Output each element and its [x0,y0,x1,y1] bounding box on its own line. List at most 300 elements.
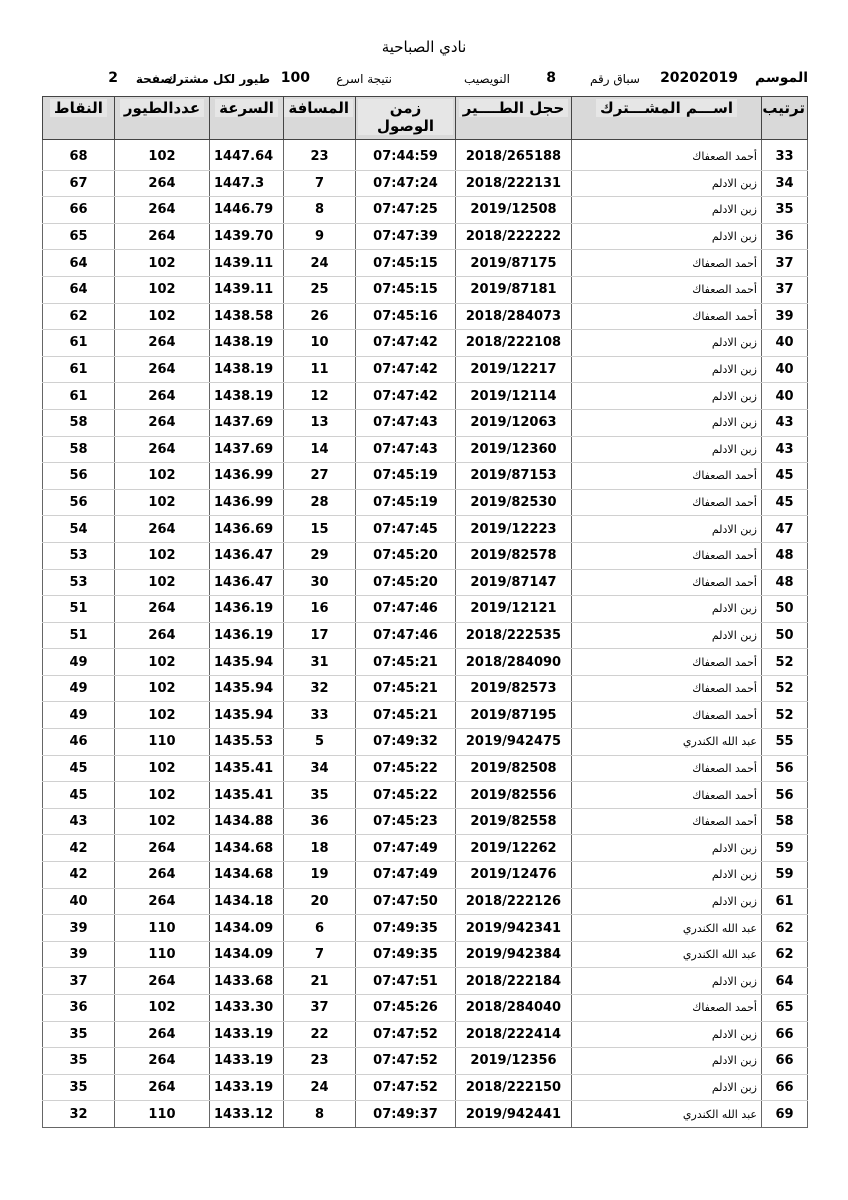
cell-member-name: زبن الادلم [572,223,762,250]
cell-ring-number: 2018/222414 [456,1021,572,1048]
table-row [43,330,808,357]
cell-arrival-time: 07:47:49 [356,862,456,889]
cell-rank: 56 [762,755,808,782]
cell-bird-count: 264 [115,409,210,436]
table-row [43,862,808,889]
cell-ring-number: 2018/265188 [456,144,572,170]
cell-member-name: أحمد الصعفاك [572,542,762,569]
cell-arrival-time: 07:49:37 [356,1101,456,1128]
club-title: نادي الصباحية [381,38,467,56]
cell-rank: 52 [762,649,808,676]
cell-arrival-time: 07:45:23 [356,808,456,835]
cell-ring-number: 2019/87181 [456,276,572,303]
cell-rank: 59 [762,835,808,862]
cell-speed: 1447.64 [210,144,284,170]
cell-points: 36 [43,995,115,1022]
page-number: 2 [108,70,118,86]
table-row [43,170,808,197]
cell-points: 42 [43,835,115,862]
table-row [43,409,808,436]
cell-rank: 64 [762,968,808,995]
cell-ring-number: 2019/12223 [456,516,572,543]
cell-member-name: زبن الادلم [572,409,762,436]
cell-rank: 65 [762,995,808,1022]
cell-rank: 48 [762,569,808,596]
cell-bird-count: 102 [115,782,210,809]
cell-bird-count: 102 [115,303,210,330]
cell-points: 49 [43,649,115,676]
cell-rank: 40 [762,330,808,357]
cell-bird-count: 264 [115,968,210,995]
col-header-birds-text: عددالطيور [120,99,204,117]
cell-points: 53 [43,542,115,569]
cell-bird-count: 264 [115,888,210,915]
cell-rank: 40 [762,356,808,383]
cell-speed: 1433.12 [210,1101,284,1128]
cell-speed: 1438.58 [210,303,284,330]
cell-rank: 52 [762,702,808,729]
cell-ring-number: 2018/222150 [456,1074,572,1101]
cell-ring-number: 2019/82556 [456,782,572,809]
cell-member-name: زبن الادلم [572,968,762,995]
table-row [43,144,808,170]
cell-bird-count: 264 [115,596,210,623]
table-row [43,303,808,330]
cell-arrival-time: 07:47:42 [356,383,456,410]
cell-ring-number: 2018/222535 [456,622,572,649]
cell-distance: 8 [284,1101,356,1128]
cell-rank: 43 [762,436,808,463]
cell-rank: 56 [762,782,808,809]
cell-ring-number: 2019/12360 [456,436,572,463]
cell-points: 68 [43,144,115,170]
cell-speed: 1434.18 [210,888,284,915]
cell-member-name: أحمد الصعفاك [572,463,762,490]
table-row [43,915,808,942]
cell-member-name: زبن الادلم [572,197,762,224]
cell-speed: 1447.3 [210,170,284,197]
cell-points: 43 [43,808,115,835]
cell-bird-count: 264 [115,1021,210,1048]
cell-member-name: أحمد الصعفاك [572,303,762,330]
cell-points: 42 [43,862,115,889]
cell-member-name: زبن الادلم [572,436,762,463]
cell-speed: 1436.19 [210,622,284,649]
cell-points: 64 [43,276,115,303]
cell-points: 61 [43,330,115,357]
col-header-distance-text: المسافة [284,99,353,117]
col-header-ring-text: حجل الطــــير [459,99,569,117]
cell-member-name: زبن الادلم [572,596,762,623]
table-row [43,436,808,463]
cell-points: 51 [43,596,115,623]
cell-arrival-time: 07:45:20 [356,542,456,569]
cell-ring-number: 2019/12114 [456,383,572,410]
cell-bird-count: 102 [115,463,210,490]
cell-bird-count: 102 [115,250,210,277]
cell-speed: 1434.09 [210,915,284,942]
cell-distance: 23 [284,144,356,170]
cell-distance: 5 [284,729,356,756]
cell-speed: 1435.41 [210,782,284,809]
cell-speed: 1433.19 [210,1074,284,1101]
cell-speed: 1434.88 [210,808,284,835]
cell-arrival-time: 07:45:15 [356,250,456,277]
cell-distance: 7 [284,941,356,968]
col-header-speed-text: السرعة [215,99,278,117]
cell-bird-count: 264 [115,516,210,543]
cell-rank: 55 [762,729,808,756]
cell-member-name: زبن الادلم [572,1048,762,1075]
cell-bird-count: 264 [115,330,210,357]
cell-rank: 66 [762,1074,808,1101]
cell-points: 37 [43,968,115,995]
table-row [43,968,808,995]
table-row [43,383,808,410]
table-row [43,729,808,756]
cell-bird-count: 102 [115,675,210,702]
col-header-distance [284,97,356,140]
cell-ring-number: 2019/12217 [456,356,572,383]
cell-points: 49 [43,675,115,702]
cell-distance: 29 [284,542,356,569]
cell-points: 32 [43,1101,115,1128]
cell-arrival-time: 07:45:19 [356,489,456,516]
cell-member-name: زبن الادلم [572,170,762,197]
cell-speed: 1435.41 [210,755,284,782]
cell-bird-count: 102 [115,755,210,782]
cell-speed: 1437.69 [210,409,284,436]
cell-ring-number: 2019/12356 [456,1048,572,1075]
table-row [43,1048,808,1075]
table-row [43,755,808,782]
cell-bird-count: 102 [115,649,210,676]
cell-speed: 1435.94 [210,702,284,729]
cell-speed: 1433.30 [210,995,284,1022]
cell-points: 40 [43,888,115,915]
cell-points: 35 [43,1021,115,1048]
cell-member-name: أحمد الصعفاك [572,489,762,516]
cell-speed: 1436.99 [210,463,284,490]
cell-distance: 27 [284,463,356,490]
cell-speed: 1436.47 [210,569,284,596]
cell-arrival-time: 07:47:24 [356,170,456,197]
cell-member-name: زبن الادلم [572,356,762,383]
cell-ring-number: 2018/284090 [456,649,572,676]
col-header-member-text: اســـم المشـــترك [596,99,737,117]
cell-arrival-time: 07:47:42 [356,356,456,383]
cell-distance: 16 [284,596,356,623]
cell-speed: 1435.94 [210,675,284,702]
cell-ring-number: 2019/12063 [456,409,572,436]
cell-member-name: أحمد الصعفاك [572,995,762,1022]
table-row [43,356,808,383]
cell-arrival-time: 07:45:16 [356,303,456,330]
cell-rank: 33 [762,144,808,170]
cell-points: 56 [43,463,115,490]
cell-distance: 19 [284,862,356,889]
table-row [43,542,808,569]
cell-distance: 22 [284,1021,356,1048]
cell-rank: 62 [762,915,808,942]
cell-speed: 1433.19 [210,1048,284,1075]
cell-member-name: زبن الادلم [572,862,762,889]
cell-distance: 23 [284,1048,356,1075]
results-table [42,96,808,1128]
table-row [43,995,808,1022]
cell-arrival-time: 07:45:26 [356,995,456,1022]
page-label: صفحة [135,72,172,86]
cell-ring-number: 2018/222126 [456,888,572,915]
cell-rank: 50 [762,622,808,649]
cell-ring-number: 2018/284073 [456,303,572,330]
cell-bird-count: 110 [115,915,210,942]
cell-points: 61 [43,383,115,410]
cell-bird-count: 102 [115,702,210,729]
cell-speed: 1434.68 [210,835,284,862]
cell-arrival-time: 07:45:20 [356,569,456,596]
cell-points: 51 [43,622,115,649]
cell-member-name: عبد الله الكندري [572,1101,762,1128]
cell-arrival-time: 07:47:43 [356,409,456,436]
cell-bird-count: 264 [115,197,210,224]
cell-ring-number: 2019/82530 [456,489,572,516]
cell-ring-number: 2019/12476 [456,862,572,889]
cell-distance: 24 [284,250,356,277]
cell-member-name: أحمد الصعفاك [572,808,762,835]
cell-distance: 35 [284,782,356,809]
cell-points: 66 [43,197,115,224]
cell-points: 46 [43,729,115,756]
cell-distance: 14 [284,436,356,463]
cell-arrival-time: 07:47:43 [356,436,456,463]
cell-distance: 10 [284,330,356,357]
cell-ring-number: 2019/942384 [456,941,572,968]
cell-distance: 26 [284,303,356,330]
cell-distance: 33 [284,702,356,729]
cell-ring-number: 2018/284040 [456,995,572,1022]
cell-arrival-time: 07:45:22 [356,755,456,782]
cell-member-name: أحمد الصعفاك [572,649,762,676]
cell-points: 53 [43,569,115,596]
cell-arrival-time: 07:47:45 [356,516,456,543]
cell-bird-count: 264 [115,356,210,383]
cell-speed: 1438.19 [210,330,284,357]
cell-bird-count: 102 [115,569,210,596]
cell-arrival-time: 07:45:21 [356,702,456,729]
cell-speed: 1433.19 [210,1021,284,1048]
cell-ring-number: 2018/222222 [456,223,572,250]
cell-rank: 47 [762,516,808,543]
col-header-arrival [356,97,456,140]
cell-arrival-time: 07:49:35 [356,941,456,968]
cell-ring-number: 2019/82558 [456,808,572,835]
cell-arrival-time: 07:45:21 [356,649,456,676]
cell-ring-number: 2018/222184 [456,968,572,995]
cell-arrival-time: 07:44:59 [356,144,456,170]
cell-rank: 66 [762,1021,808,1048]
cell-rank: 61 [762,888,808,915]
table-body [43,140,808,1128]
cell-rank: 35 [762,197,808,224]
cell-member-name: زبن الادلم [572,622,762,649]
cell-points: 65 [43,223,115,250]
cell-speed: 1436.19 [210,596,284,623]
cell-ring-number: 2019/87147 [456,569,572,596]
cell-ring-number: 2018/222108 [456,330,572,357]
cell-rank: 37 [762,250,808,277]
table-row [43,1101,808,1128]
cell-ring-number: 2019/82578 [456,542,572,569]
cell-bird-count: 264 [115,383,210,410]
cell-distance: 37 [284,995,356,1022]
table-row [43,808,808,835]
cell-points: 58 [43,409,115,436]
cell-points: 58 [43,436,115,463]
table-row [43,197,808,224]
col-header-member [572,97,762,140]
cell-rank: 52 [762,675,808,702]
cell-rank: 66 [762,1048,808,1075]
cell-speed: 1433.68 [210,968,284,995]
table-row [43,1074,808,1101]
table-row [43,276,808,303]
cell-member-name: أحمد الصعفاك [572,755,762,782]
cell-distance: 15 [284,516,356,543]
cell-member-name: أحمد الصعفاك [572,675,762,702]
cell-speed: 1438.19 [210,356,284,383]
cell-distance: 17 [284,622,356,649]
cell-bird-count: 264 [115,436,210,463]
cell-arrival-time: 07:47:52 [356,1074,456,1101]
cell-rank: 36 [762,223,808,250]
cell-speed: 1436.99 [210,489,284,516]
cell-speed: 1439.70 [210,223,284,250]
cell-points: 67 [43,170,115,197]
cell-ring-number: 2019/12121 [456,596,572,623]
cell-ring-number: 2019/87175 [456,250,572,277]
cell-distance: 9 [284,223,356,250]
cell-points: 56 [43,489,115,516]
cell-ring-number: 2019/87153 [456,463,572,490]
cell-member-name: زبن الادلم [572,330,762,357]
cell-arrival-time: 07:47:39 [356,223,456,250]
table-row [43,596,808,623]
cell-member-name: عبد الله الكندري [572,941,762,968]
table-row [43,622,808,649]
cell-rank: 39 [762,303,808,330]
cell-member-name: عبد الله الكندري [572,729,762,756]
cell-distance: 25 [284,276,356,303]
table-header-row [43,97,808,140]
cell-points: 39 [43,941,115,968]
col-header-points-text: النقاط [50,99,107,117]
table-row [43,782,808,809]
cell-points: 62 [43,303,115,330]
cell-points: 45 [43,755,115,782]
cell-points: 61 [43,356,115,383]
table-row [43,250,808,277]
table-row [43,569,808,596]
cell-speed: 1438.19 [210,383,284,410]
cell-bird-count: 264 [115,1074,210,1101]
cell-bird-count: 102 [115,995,210,1022]
cell-arrival-time: 07:47:50 [356,888,456,915]
cell-bird-count: 102 [115,144,210,170]
col-header-points [43,97,115,140]
cell-speed: 1434.68 [210,862,284,889]
cell-bird-count: 110 [115,1101,210,1128]
cell-rank: 69 [762,1101,808,1128]
cell-points: 49 [43,702,115,729]
cell-rank: 48 [762,542,808,569]
table-row [43,702,808,729]
cell-bird-count: 264 [115,835,210,862]
cell-bird-count: 264 [115,223,210,250]
cell-arrival-time: 07:47:46 [356,622,456,649]
season-label: الموسم [755,70,808,86]
cell-distance: 20 [284,888,356,915]
col-header-speed [210,97,284,140]
cell-arrival-time: 07:49:35 [356,915,456,942]
cell-bird-count: 102 [115,808,210,835]
cell-points: 35 [43,1074,115,1101]
cell-ring-number: 2019/82508 [456,755,572,782]
cell-arrival-time: 07:47:46 [356,596,456,623]
cell-rank: 58 [762,808,808,835]
table-row [43,649,808,676]
cell-member-name: أحمد الصعفاك [572,276,762,303]
cell-rank: 59 [762,862,808,889]
cell-rank: 45 [762,463,808,490]
cell-ring-number: 2019/12508 [456,197,572,224]
cell-speed: 1439.11 [210,250,284,277]
cell-bird-count: 110 [115,941,210,968]
cell-member-name: أحمد الصعفاك [572,569,762,596]
cell-member-name: أحمد الصعفاك [572,702,762,729]
cell-arrival-time: 07:45:21 [356,675,456,702]
cell-arrival-time: 07:45:15 [356,276,456,303]
table-row [43,941,808,968]
cell-bird-count: 110 [115,729,210,756]
cell-ring-number: 2019/82573 [456,675,572,702]
cell-points: 39 [43,915,115,942]
table-row [43,1021,808,1048]
race-name: النويصيب [464,72,510,86]
cell-arrival-time: 07:45:22 [356,782,456,809]
cell-rank: 37 [762,276,808,303]
table-row [43,463,808,490]
cell-member-name: عبد الله الكندري [572,915,762,942]
cell-rank: 40 [762,383,808,410]
cell-arrival-time: 07:47:42 [356,330,456,357]
cell-bird-count: 102 [115,489,210,516]
table-row [43,223,808,250]
cell-member-name: زبن الادلم [572,383,762,410]
table-row [43,835,808,862]
cell-member-name: زبن الادلم [572,1021,762,1048]
cell-rank: 34 [762,170,808,197]
result-label: نتيجة اسرع [336,72,392,86]
cell-speed: 1434.09 [210,941,284,968]
per-member-label: طيور لكل مشترك [165,72,270,86]
cell-distance: 34 [284,755,356,782]
cell-member-name: أحمد الصعفاك [572,250,762,277]
cell-arrival-time: 07:47:52 [356,1021,456,1048]
cell-ring-number: 2018/222131 [456,170,572,197]
cell-rank: 43 [762,409,808,436]
cell-distance: 6 [284,915,356,942]
